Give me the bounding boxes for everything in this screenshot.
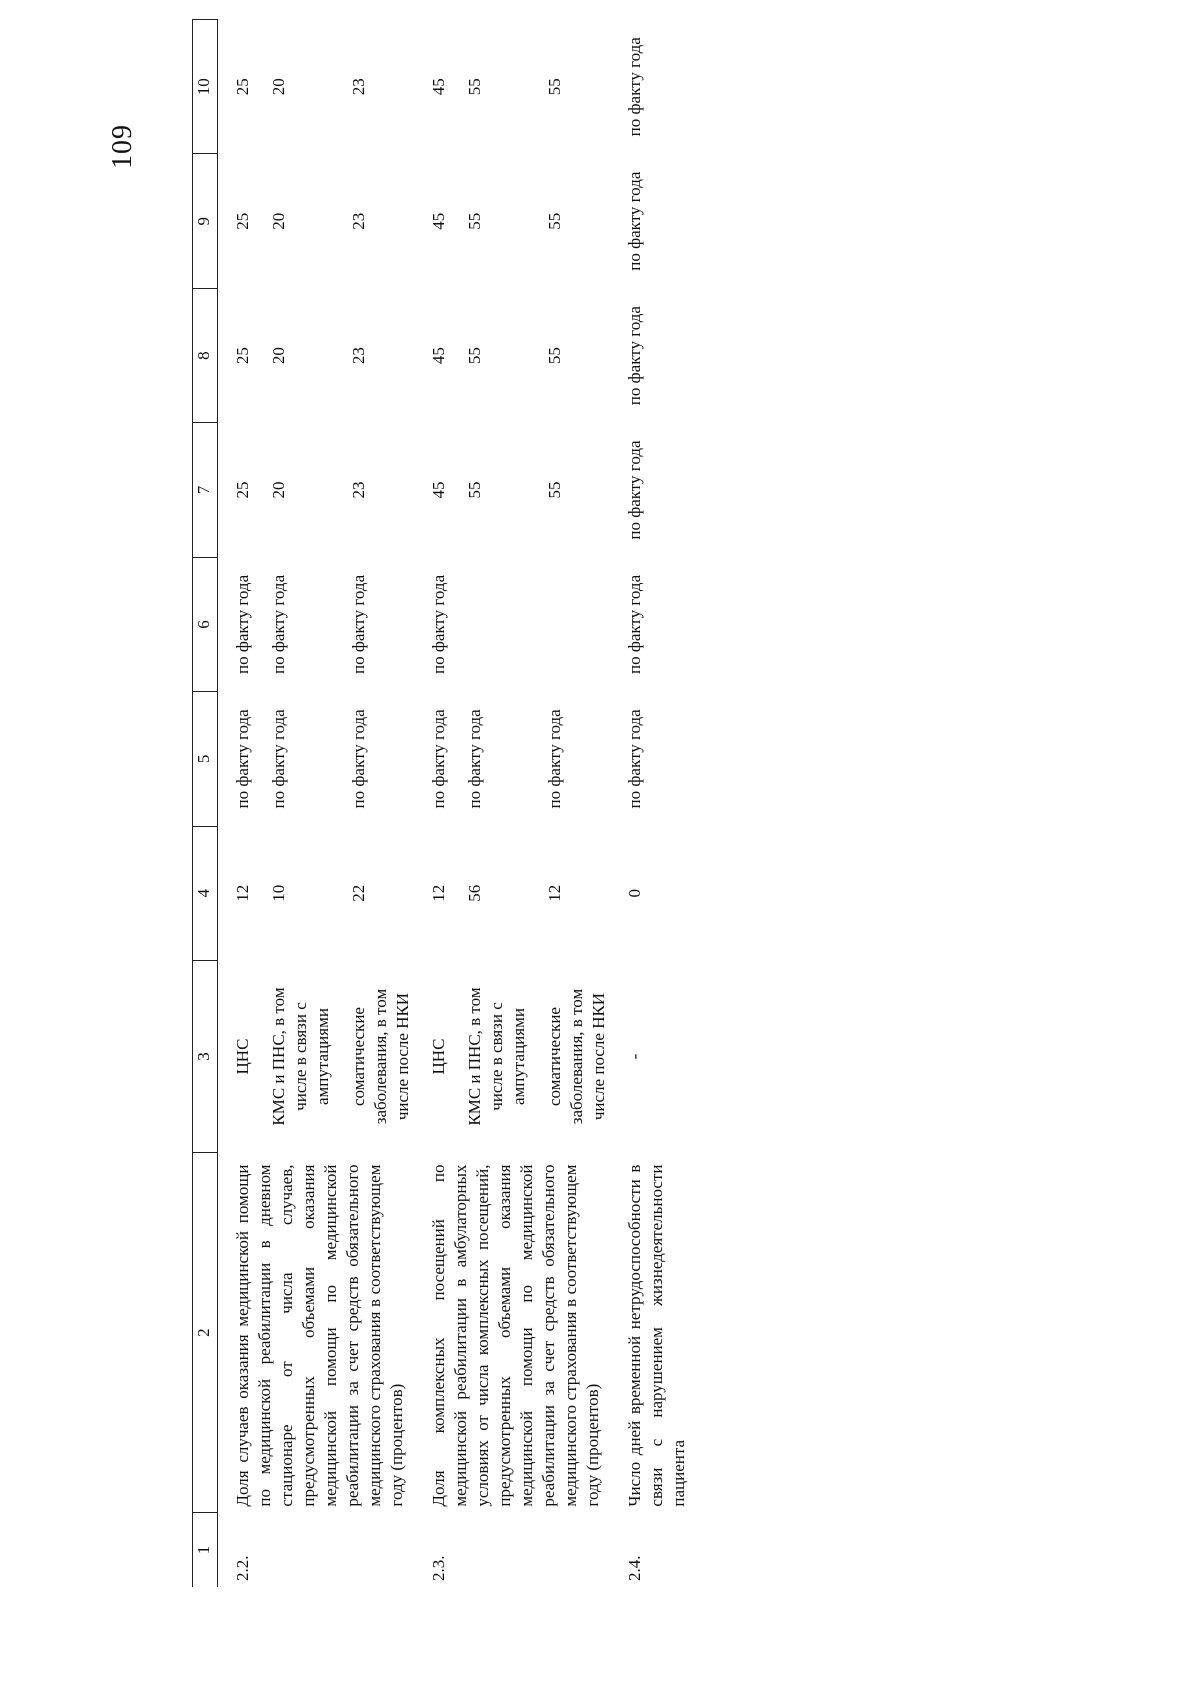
value-cell: 25 [233, 481, 252, 499]
column-header: 3 [193, 961, 218, 1153]
value-cell: 20 [269, 481, 288, 499]
value-cell: 45 [429, 481, 448, 499]
category-cell: соматические заболевания, в том числе после НКИ [349, 988, 412, 1125]
value-cell: 12 [233, 884, 252, 902]
value-cell: по факту года [269, 709, 288, 809]
value-cell: 55 [465, 481, 484, 499]
value-cell: по факту года [349, 574, 368, 675]
value-cell: 45 [429, 347, 448, 365]
column-header: 5 [193, 692, 218, 826]
value-cell: 23 [349, 347, 368, 365]
value-cell: по факту года [625, 709, 644, 809]
column-header: 9 [193, 154, 218, 288]
table-row [610, 20, 690, 1588]
value-cell: по факту года [429, 709, 448, 809]
value-cell: 25 [233, 347, 252, 365]
value-cell: по факту года [465, 709, 484, 809]
value-cell: 55 [545, 347, 564, 365]
value-cell: по факту года [349, 709, 368, 809]
value-cell: 55 [465, 212, 484, 230]
indicator-description: Число дней временной нетрудоспособности в связи с нарушением жизнедеятельности пациента [625, 1164, 688, 1507]
category-cell: ЦНС [233, 1038, 252, 1075]
value-cell: по факту года [429, 574, 448, 675]
value-cell: по факту года [233, 574, 252, 675]
category-cell: КМС и ПНС, в том числе в связи с ампутациями [465, 987, 528, 1126]
value-cell: 0 [625, 889, 644, 898]
value-cell: по факту года [625, 37, 644, 137]
indicator-table [192, 19, 690, 1587]
value-cell [530, 557, 610, 691]
value-cell: 12 [429, 884, 448, 902]
value-cell: 55 [545, 212, 564, 230]
value-cell: по факту года [625, 440, 644, 540]
value-cell: 55 [545, 78, 564, 96]
value-cell: 55 [545, 481, 564, 499]
value-cell: 22 [349, 884, 368, 902]
indicator-description: Доля случаев оказания медицинской помощи по медицинской реабилитации в дневном стационаре от числа случаев, предусмотренных объемами оказания медицинской помощи по медицинской реабилитации за счет средств обязательного медицинского страхования в соответствующем году (процентов) [233, 1164, 406, 1507]
value-cell: 23 [349, 481, 368, 499]
column-header: 2 [193, 1153, 218, 1513]
value-cell: по факту года [233, 709, 252, 809]
indicator-number: 2.4. [625, 1555, 644, 1581]
value-cell: 20 [269, 78, 288, 96]
category-cell: - [625, 1053, 644, 1060]
value-cell: 25 [233, 78, 252, 96]
column-header: 4 [193, 826, 218, 960]
value-cell: 55 [465, 78, 484, 96]
column-number-row [193, 20, 218, 1588]
value-cell: по факту года [625, 306, 644, 406]
value-cell: 45 [429, 78, 448, 96]
page-number: 109 [107, 124, 138, 169]
column-header: 7 [193, 423, 218, 557]
category-cell: КМС и ПНС, в том числе в связи с ампутациями [269, 987, 332, 1126]
value-cell: 45 [429, 212, 448, 230]
column-header: 1 [193, 1513, 218, 1587]
value-cell: 25 [233, 212, 252, 230]
table-row [414, 20, 450, 1588]
value-cell: 20 [269, 347, 288, 365]
value-cell: по факту года [269, 574, 288, 675]
value-cell: 20 [269, 212, 288, 230]
value-cell [450, 557, 530, 691]
category-cell: соматические заболевания, в том числе после НКИ [545, 988, 608, 1125]
indicator-description: Доля комплексных посещений по медицинской реабилитации в амбулаторных условиях от числа комплексных посещений, предусмотренных объемами оказания медицинской помощи по медицинской реабилитации за счет средств обязательного медицинского страхования в соответствующем году (процентов) [429, 1164, 602, 1507]
table-row [218, 20, 255, 1588]
column-header: 10 [193, 20, 218, 154]
indicator-number: 2.3. [429, 1555, 448, 1581]
value-cell: 55 [465, 347, 484, 365]
column-header: 6 [193, 557, 218, 691]
value-cell: по факту года [625, 574, 644, 675]
value-cell: 12 [545, 884, 564, 902]
indicator-number: 2.2. [233, 1555, 252, 1581]
value-cell: 23 [349, 212, 368, 230]
value-cell: по факту года [625, 171, 644, 271]
category-cell: ЦНС [429, 1038, 448, 1075]
value-cell: по факту года [545, 709, 564, 809]
column-header: 8 [193, 288, 218, 422]
value-cell: 10 [269, 884, 288, 902]
value-cell: 23 [349, 78, 368, 96]
value-cell: 56 [465, 884, 484, 902]
